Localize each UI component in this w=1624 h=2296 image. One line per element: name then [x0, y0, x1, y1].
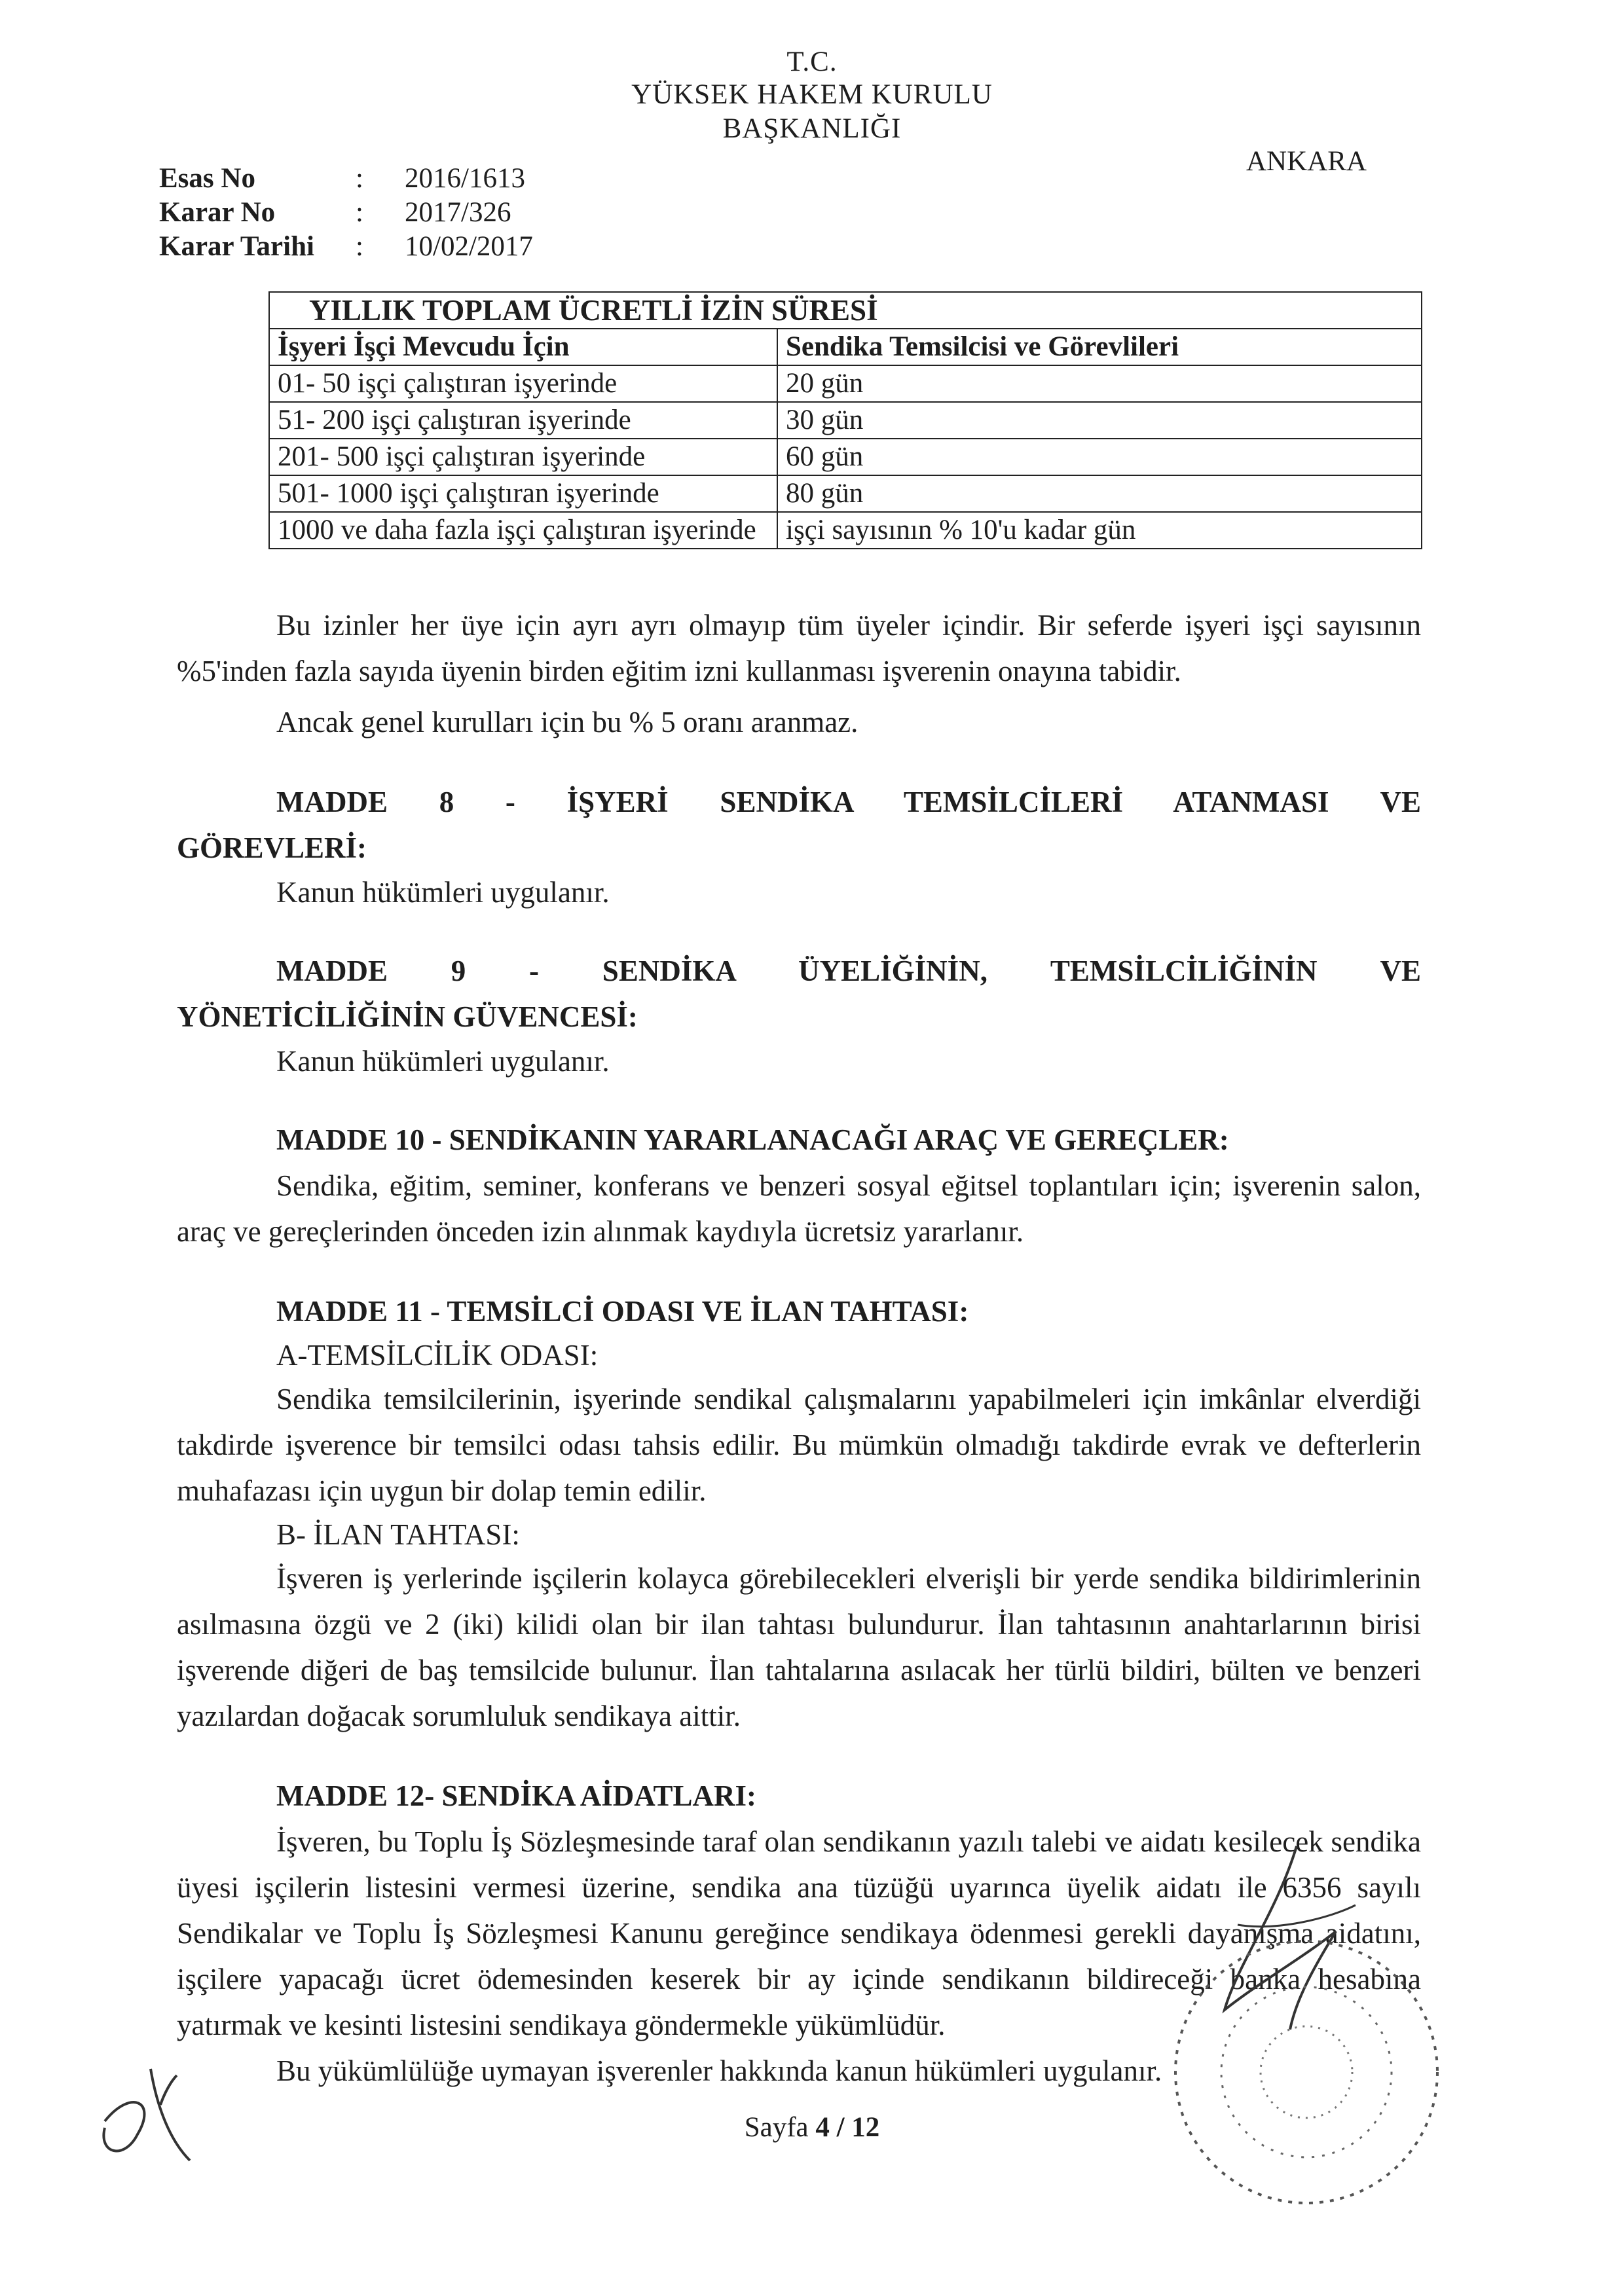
table-cell: 501- 1000 işçi çalıştıran işyerinde	[269, 475, 777, 512]
column-header-workforce: İşyeri İşçi Mevcudu İçin	[269, 329, 777, 365]
paragraph-general-assembly: Ancak genel kurulları için bu % 5 oranı aranmaz.	[276, 706, 858, 738]
table-row	[269, 512, 1422, 549]
article-12-text-2: Bu yükümlülüğe uymayan işverenler hakkında kanun hükümleri uygulanır.	[276, 2054, 1162, 2087]
article-12-title: MADDE 12- SENDİKA AİDATLARI:	[276, 1779, 756, 1812]
page-prefix: Sayfa	[744, 2112, 809, 2143]
table-cell: 51- 200 işçi çalıştıran işyerinde	[269, 402, 777, 439]
table-row	[269, 365, 1422, 402]
table-cell: 20 gün	[777, 365, 1422, 402]
article-9	[177, 948, 1421, 1083]
meta-colon: :	[356, 163, 363, 194]
table-cell: 30 gün	[777, 402, 1422, 439]
page-number: 4 / 12	[815, 2112, 880, 2143]
initials-mark	[79, 2030, 210, 2180]
table-row	[269, 475, 1422, 512]
article-12-text: İşveren, bu Toplu İş Sözleşmesinde taraf olan sendikanın yazılı talebi ve aidatı kesilecek sendika üyesi işçilerin listesini vermesi üzerine, sendika ana tüzüğü uyarınca üyelik aidatı ile 6356 sayılı Sendikalar ve Toplu İş Sözleşmesi Kanunu gereğince sendikaya ödenmesi gerekli dayanışma aidatını, işçilere yapacağı ücret ödemesinden keserek bir ay içinde sendikanın bildireceği banka hesabına yatırmak ve kesinti listesini sendikaya göndermekle yükümlüdür.	[177, 1825, 1421, 2041]
article-11-text-a: Sendika temsilcilerinin, işyerinde sendikal çalışmalarını yapabilmeleri için imkânlar elverdiği takdirde işverence bir temsilci odası tahsis edilir. Bu mümkün olmadığı takdirde evrak ve defterlerin muhafazası için uygun bir dolap temin edilir.	[177, 1383, 1421, 1507]
article-8-title-cont: GÖREVLERİ:	[177, 831, 367, 864]
article-8-text: Kanun hükümleri uygulanır.	[276, 876, 610, 909]
table-cell: 60 gün	[777, 439, 1422, 475]
table-cell: 01- 50 işçi çalıştıran işyerinde	[269, 365, 777, 402]
header-presidency: BAŞKANLIĞI	[722, 113, 902, 144]
page-footer	[0, 2111, 1624, 2143]
table-title: YILLIK TOPLAM ÜCRETLİ İZİN SÜRESİ	[269, 292, 1422, 329]
meta-label: Esas No	[159, 163, 255, 194]
meta-value: 10/02/2017	[405, 231, 533, 262]
article-11-text-b: İşveren iş yerlerinde işçilerin kolayca görebilecekleri elverişli bir yerde sendika bildirimlerinin asılmasına özgü ve 2 (iki) kilidi olan bir ilan tahtası bulundurur. İlan tahtasının anahtarlarının birisi işverende diğeri de baş temsilcide bulunur. İlan tahtalarına asılacak her türlü bildiri, bülten ve benzeri yazılardan doğacak sorumluluk sendikaya aittir.	[177, 1562, 1421, 1732]
meta-colon: :	[356, 231, 363, 262]
table-header-row	[269, 329, 1422, 365]
article-9-title-cont: YÖNETİCİLİĞİNİN GÜVENCESİ:	[177, 1000, 638, 1033]
article-8-title: MADDE 8 - İŞYERİ SENDİKA TEMSİLCİLERİ ATANMASI VE	[276, 786, 1421, 818]
article-11-title: MADDE 11 - TEMSİLCİ ODASI VE İLAN TAHTASI:	[276, 1295, 969, 1328]
table-cell: 1000 ve daha fazla işçi çalıştıran işyerinde	[269, 512, 777, 549]
article-11-subheading-b: B- İLAN TAHTASI:	[276, 1518, 520, 1551]
meta-esas-no	[159, 162, 525, 194]
article-10-text: Sendika, eğitim, seminer, konferans ve benzeri sosyal eğitsel toplantıları için; işverenin salon, araç ve gereçlerinden önceden izin alınmak kaydıyla ücretsiz yararlanır.	[177, 1169, 1421, 1248]
article-9-title: MADDE 9 - SENDİKA ÜYELİĞİNİN, TEMSİLCİLİĞİNİN VE	[276, 955, 1421, 987]
table-title-row	[269, 292, 1422, 329]
table-cell: 80 gün	[777, 475, 1422, 512]
paragraph-leave-note: Bu izinler her üye için ayrı ayrı olmayıp tüm üyeler içindir. Bir seferde işyeri işçi sayısının %5'inden fazla sayıda üyenin birden eğitim izni kullanması işverenin onayına tabidir.	[177, 609, 1421, 687]
leave-duration-table	[268, 291, 1422, 549]
article-8	[177, 779, 1421, 914]
meta-value: 2017/326	[405, 197, 511, 228]
header-city: ANKARA	[1246, 146, 1367, 177]
meta-label: Karar Tarihi	[159, 231, 314, 262]
article-10-title: MADDE 10 - SENDİKANIN YARARLANACAĞI ARAÇ VE GEREÇLER:	[276, 1123, 1229, 1156]
meta-label: Karar No	[159, 197, 276, 228]
table-cell: işçi sayısının % 10'u kadar gün	[777, 512, 1422, 549]
meta-karar-no	[159, 196, 511, 228]
article-11-subheading-a: A-TEMSİLCİLİK ODASI:	[276, 1339, 599, 1372]
header-tc: T.C.	[786, 46, 838, 77]
official-stamp	[1166, 1931, 1447, 2213]
table-row	[269, 439, 1422, 475]
table-cell: 201- 500 işçi çalıştıran işyerinde	[269, 439, 777, 475]
meta-value: 2016/1613	[405, 163, 525, 194]
column-header-representatives: Sendika Temsilcisi ve Görevlileri	[777, 329, 1422, 365]
article-10	[177, 1117, 1421, 1254]
meta-colon: :	[356, 197, 363, 228]
article-11	[177, 1288, 1421, 1739]
table-row	[269, 402, 1422, 439]
header-institution: YÜKSEK HAKEM KURULU	[631, 79, 993, 110]
article-9-text: Kanun hükümleri uygulanır.	[276, 1045, 610, 1078]
meta-karar-tarihi	[159, 230, 533, 263]
